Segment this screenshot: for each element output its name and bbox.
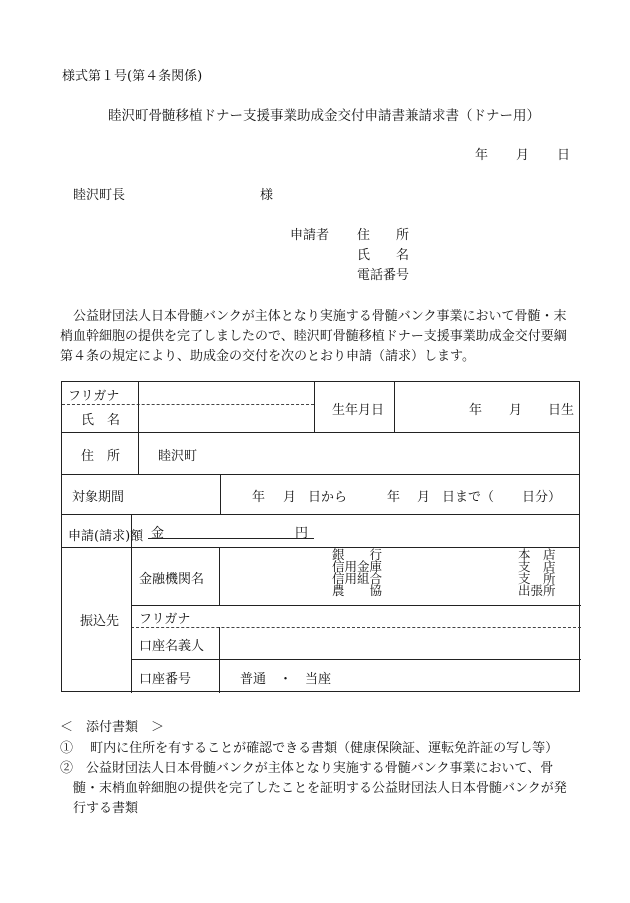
branch-type-option: 出張所: [518, 583, 556, 598]
furigana-label: フリガナ: [68, 389, 120, 404]
col-line: [394, 382, 395, 432]
branch-type-option: 支 店: [518, 559, 556, 574]
birth-year: 年: [469, 403, 483, 418]
name-label: 氏 名: [81, 413, 121, 428]
period-month-1: 月: [283, 490, 297, 505]
account-holder-label: 口座名義人: [139, 639, 205, 654]
bank-type-option: 信用組合: [332, 571, 383, 586]
furigana-divider: [62, 404, 314, 405]
amount-label: 申請(請求)額: [68, 529, 144, 544]
attachment-item-2-cont: 髄・末梢血幹細胞の提供を完了したことを証明する公益財団法人日本骨髄バンクが発: [60, 781, 567, 796]
amount-unit: 円: [295, 526, 309, 541]
branch-type-option: 本 店: [518, 547, 556, 562]
date-month: 月: [516, 148, 530, 163]
col-line: [314, 382, 315, 432]
bank-type-option: 銀 行: [332, 547, 383, 562]
birthdate-label: 生年月日: [332, 403, 385, 418]
transfer-label: 振込先: [80, 614, 120, 629]
account-type: 普通 ・ 当座: [240, 672, 332, 687]
period-days: 日分）: [522, 490, 562, 505]
row-line: [62, 474, 579, 475]
applicant-label: 申請者: [290, 228, 330, 243]
account-furigana-label: フリガナ: [139, 612, 191, 627]
body-line-1: 公益財団法人日本骨髄バンクが主体となり実施する骨髄バンク事業において骨髄・末: [60, 309, 567, 324]
body-line-2: 梢血幹細胞の提供を完了しましたので、睦沢町骨髄移植ドナー支援事業助成金交付要綱: [60, 329, 567, 344]
attachment-item-1: ① 町内に住所を有することが確認できる書類（健康保険証、運転免許証の写し等）: [60, 741, 559, 756]
period-month-2: 月: [417, 490, 431, 505]
row-line: [62, 547, 579, 548]
bank-type-option: 信用金庫: [332, 559, 383, 574]
col-line: [138, 382, 139, 474]
amount-prefix: 金: [151, 526, 165, 541]
account-number-label: 口座番号: [139, 672, 192, 687]
account-furigana-divider: [131, 627, 581, 628]
attachments-header: ＜ 添付書類 ＞: [60, 720, 165, 735]
period-from: 日から: [308, 490, 348, 505]
application-form-table: [61, 381, 580, 692]
birth-day: 日生: [548, 403, 575, 418]
bank-type-list: [332, 549, 382, 597]
row-line: [131, 659, 581, 660]
col-line: [220, 474, 221, 514]
applicant-phone-label: 電話番号: [357, 268, 410, 283]
form-number: 様式第１号(第４条関係): [62, 69, 203, 84]
attachment-item-2-cont: 行する書類: [60, 801, 139, 816]
page-title: 睦沢町骨髄移植ドナー支援事業助成金交付申請書兼請求書（ドナー用）: [108, 108, 540, 124]
date-year: 年: [475, 148, 489, 163]
applicant-address-label: 住 所: [357, 228, 410, 243]
row-line: [131, 605, 581, 606]
addressee-name: 睦沢町長: [73, 188, 126, 203]
applicant-name-label: 氏 名: [357, 248, 410, 263]
period-year-2: 年: [387, 490, 401, 505]
address-label: 住 所: [81, 449, 121, 464]
period-year-1: 年: [252, 490, 266, 505]
birth-month: 月: [509, 403, 523, 418]
row-line: [62, 514, 579, 515]
period-label: 対象期間: [72, 490, 125, 505]
period-until: 日まで（: [442, 490, 495, 505]
branch-type-list: [518, 549, 556, 597]
bank-label: 金融機関名: [139, 572, 205, 587]
attachment-item-2: ② 公益財団法人日本骨髄バンクが主体となり実施する骨髄バンク事業において、骨: [60, 761, 554, 776]
branch-type-option: 支 所: [518, 571, 556, 586]
date-day: 日: [557, 148, 571, 163]
col-line: [219, 627, 220, 693]
bank-type-option: 農 協: [332, 583, 383, 598]
col-line: [219, 547, 220, 605]
row-line: [62, 432, 579, 433]
address-value: 睦沢町: [158, 449, 198, 464]
body-line-3: 第４条の規定により、助成金の交付を次のとおり申請（請求）します。: [60, 349, 475, 364]
addressee-honorific: 様: [260, 188, 274, 203]
amount-underline: [148, 538, 314, 539]
